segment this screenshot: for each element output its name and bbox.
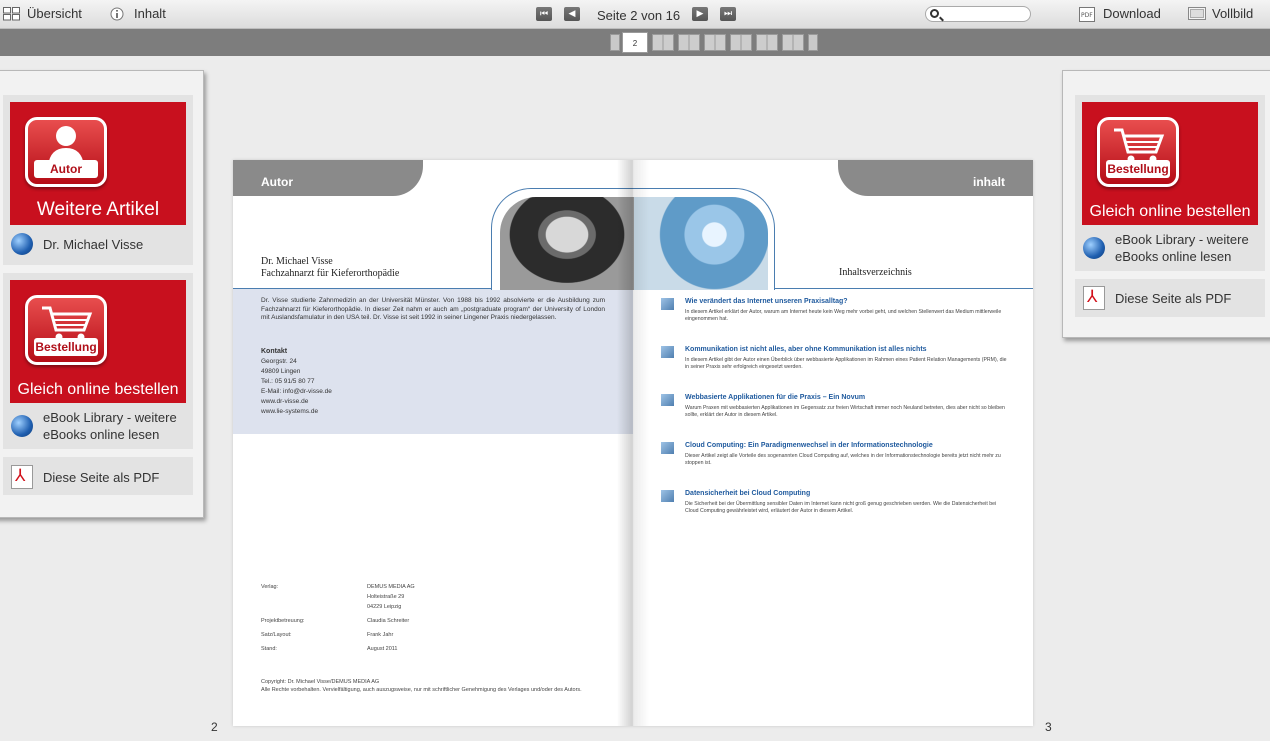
thumbnail-spread[interactable] (782, 34, 804, 51)
toc-entry-title: Wie verändert das Internet unseren Praxisalltag? (685, 298, 848, 305)
order-promo-banner[interactable] (1082, 102, 1258, 225)
thumbnail-page[interactable] (610, 34, 620, 51)
article-thumbnail-icon (661, 298, 674, 310)
pdf-download-icon (1079, 7, 1097, 21)
fullscreen-icon (1188, 7, 1206, 21)
imprint-value: Frank Jahr (367, 632, 394, 638)
info-icon (110, 7, 128, 21)
page-as-pdf-label: Diese Seite als PDF (43, 469, 160, 485)
contact-heading: Kontakt (261, 348, 288, 355)
author-bio: Dr. Visse studierte Zahnmedizin an der Universität Münster. Von 1988 bis 1992 absolvierte er die Ausbildung zum Fachzahnarzt für Kieferorthopädie. In dieser Zeit nahm er auch am „postgraduate program“ der University of London mit Auslandsfamulatur in den USA teil. Dr. Visse ist seit 1992 in seiner Lingener Praxis niedergelassen. (261, 297, 605, 322)
author-icon-caption: Autor (34, 160, 98, 178)
contact-line: Georgstr. 24 (261, 358, 297, 365)
pdf-card (3, 457, 193, 495)
imprint-value: Claudia Schreiter (367, 618, 410, 624)
right-page-number: 3 (1045, 720, 1052, 734)
author-bio-box (233, 288, 633, 434)
thumbnail-strip (0, 29, 1270, 56)
order-card (3, 273, 193, 449)
order-icon-caption: Bestellung (35, 340, 97, 354)
left-side-panel (0, 70, 204, 518)
page-counter: Seite 2 von 16 (597, 8, 681, 23)
author-heading (261, 256, 399, 280)
globe-icon (11, 233, 33, 255)
imprint-value: DEMUS MEDIA AG Holteistraße 29 04229 Leipzig (367, 584, 415, 610)
toc-entry-description: In diesem Artikel gibt der Autor einen Überblick über webbasierte Applikationen im Rahmen eines Patient Relation Managements (PRM), die in seiner Praxis sehr erfolgreich eingesetzt werden. (685, 357, 1007, 371)
ebook-library-label: eBook Library - weitere eBooks online lesen (43, 410, 177, 442)
order-icon-caption: Bestellung (1107, 162, 1169, 176)
toc-entry-description: Die Sicherheit bei der Übermittlung sensibler Daten im Internet kann nicht groß genug geschrieben werden. Wie die Datensicherheit bei Cloud Computing gewährleistet wird, erläutert der Autor in diesem Artikel. (685, 501, 997, 515)
contact-line: www.dr-visse.de (261, 398, 309, 405)
order-promo-banner[interactable] (10, 280, 186, 403)
last-page-button[interactable]: ⏭ (720, 7, 736, 21)
contents-label: Inhalt (134, 6, 166, 21)
svg-text:PDF: PDF (1081, 11, 1093, 19)
imprint (261, 582, 415, 654)
ebook-library-link[interactable] (11, 409, 181, 443)
fullscreen-label: Vollbild (1212, 6, 1254, 21)
left-page-tab: Autor (233, 160, 423, 196)
imprint-key: Projektbetreuung: (261, 618, 305, 624)
article-thumbnail-icon (661, 490, 674, 502)
imprint-key: Verlag: (261, 584, 279, 590)
globe-icon (11, 415, 33, 437)
page-as-pdf-link[interactable] (1083, 286, 1231, 310)
author-card (3, 95, 193, 265)
article-thumbnail-icon (661, 394, 674, 406)
author-name: Dr. Michael Visse (261, 256, 333, 267)
thumbnail-spread[interactable] (652, 34, 674, 51)
contact-line: E-Mail: info@dr-visse.de (261, 388, 332, 395)
article-thumbnail-icon (661, 442, 674, 454)
ebook-library-link[interactable] (1083, 231, 1253, 265)
book-gutter (617, 160, 649, 726)
ebook-library-label: eBook Library - weitere eBooks online lesen (1115, 232, 1249, 264)
copyright-line: Copyright: Dr. Michael Visse/DEMUS MEDIA AG (261, 679, 380, 685)
technology-illustration (634, 197, 768, 290)
search-input[interactable] (942, 7, 1028, 21)
pdf-card (1075, 279, 1265, 317)
next-page-button[interactable]: ▶ (692, 7, 708, 21)
toc-entry-title: Cloud Computing: Ein Paradigmenwechsel in der Informationstechnologie (685, 442, 933, 449)
download-button[interactable] (1079, 6, 1161, 21)
author-photo (500, 197, 634, 290)
toc-entry-title: Webbasierte Applikationen für die Praxis – Ein Novum (685, 394, 866, 401)
grid-icon (3, 7, 21, 21)
thumbnail-spread[interactable] (730, 34, 752, 51)
copyright-line: Alle Rechte vorbehalten. Vervielfältigung, auch auszugsweise, nur mit schriftlicher Genehmigung des Verlages und/oder des Autors. (261, 687, 582, 693)
toc-entry-title: Datensicherheit bei Cloud Computing (685, 490, 811, 497)
pdf-icon (1083, 286, 1105, 310)
download-label: Download (1103, 6, 1161, 21)
toc-title: Inhaltsverzeichnis (839, 267, 912, 278)
book-spread (233, 160, 1033, 726)
fullscreen-button[interactable] (1188, 6, 1253, 21)
pdf-icon (11, 465, 33, 489)
prev-page-button[interactable]: ◀ (564, 7, 580, 21)
overview-button[interactable] (3, 6, 82, 21)
author-link[interactable] (11, 233, 143, 255)
toolbar (0, 0, 1270, 29)
imprint-key: Satz/Layout: (261, 632, 292, 638)
thumbnail-current-page[interactable]: 2 (622, 32, 648, 53)
thumbnail-spread[interactable] (678, 34, 700, 51)
imprint-key: Stand: (261, 646, 277, 652)
divider (773, 288, 1033, 289)
search-box (925, 6, 1031, 22)
imprint-row (261, 616, 415, 626)
search-icon (930, 9, 939, 18)
contact-block (261, 347, 332, 417)
author-app-icon (25, 117, 107, 187)
toc-entry-description: In diesem Artikel erklärt der Autor, warum am Internet heute kein Weg mehr vorbei geht, und welchen Stellenwert das Medium mittlerweile eingenommen hat. (685, 309, 1002, 323)
page-as-pdf-label: Diese Seite als PDF (1115, 290, 1232, 306)
thumbnail-page[interactable] (808, 34, 818, 51)
page-as-pdf-link[interactable] (11, 465, 159, 489)
order-promo-label: Gleich online bestellen (1089, 203, 1251, 220)
toc-entry-description: Dieser Artikel zeigt alle Vorteile des sogenannten Cloud Computing auf, welches in der Informationstechnologie bereits jetzt nicht mehr zu stoppen ist. (685, 453, 1001, 467)
order-card (1075, 95, 1265, 271)
author-title: Fachzahnarzt für Kieferorthopädie (261, 268, 400, 279)
contact-line: www.lie-systems.de (261, 408, 319, 415)
toc-entry-description: Warum Praxen mit webbasierten Applikationen im Gegensatz zur freien Wirtschaft immer noch Neuland betreten, dies aber nicht so bleiben sollte, erklärt der Autor in diesem Artikel. (685, 405, 1005, 419)
contents-button[interactable] (110, 6, 166, 21)
right-side-panel (1062, 70, 1270, 338)
contact-line: Tel.: 05 91/5 80 77 (261, 378, 315, 385)
imprint-value: August 2011 (367, 646, 398, 652)
first-page-button[interactable]: ⏮ (536, 7, 552, 21)
imprint-row (261, 644, 415, 654)
toc-entry-title: Kommunikation ist nicht alles, aber ohne Kommunikation ist alles nichts (685, 346, 927, 353)
imprint-row (261, 630, 415, 640)
left-page-number: 2 (211, 720, 218, 734)
order-app-icon (1097, 117, 1179, 187)
globe-icon (1083, 237, 1105, 259)
contact-line: 49809 Lingen (261, 368, 301, 375)
author-promo-banner[interactable] (10, 102, 186, 225)
article-thumbnail-icon (661, 346, 674, 358)
order-promo-label: Gleich online bestellen (17, 381, 179, 398)
copyright (261, 678, 582, 694)
author-promo-label: Weitere Artikel (36, 199, 160, 220)
thumbnail-spread[interactable] (756, 34, 778, 51)
right-page-tab: inhalt (838, 160, 1033, 196)
order-app-icon (25, 295, 107, 365)
overview-label: Übersicht (27, 6, 82, 21)
author-link-label: Dr. Michael Visse (43, 236, 144, 252)
thumbnail-spread[interactable] (704, 34, 726, 51)
imprint-row (261, 582, 415, 612)
